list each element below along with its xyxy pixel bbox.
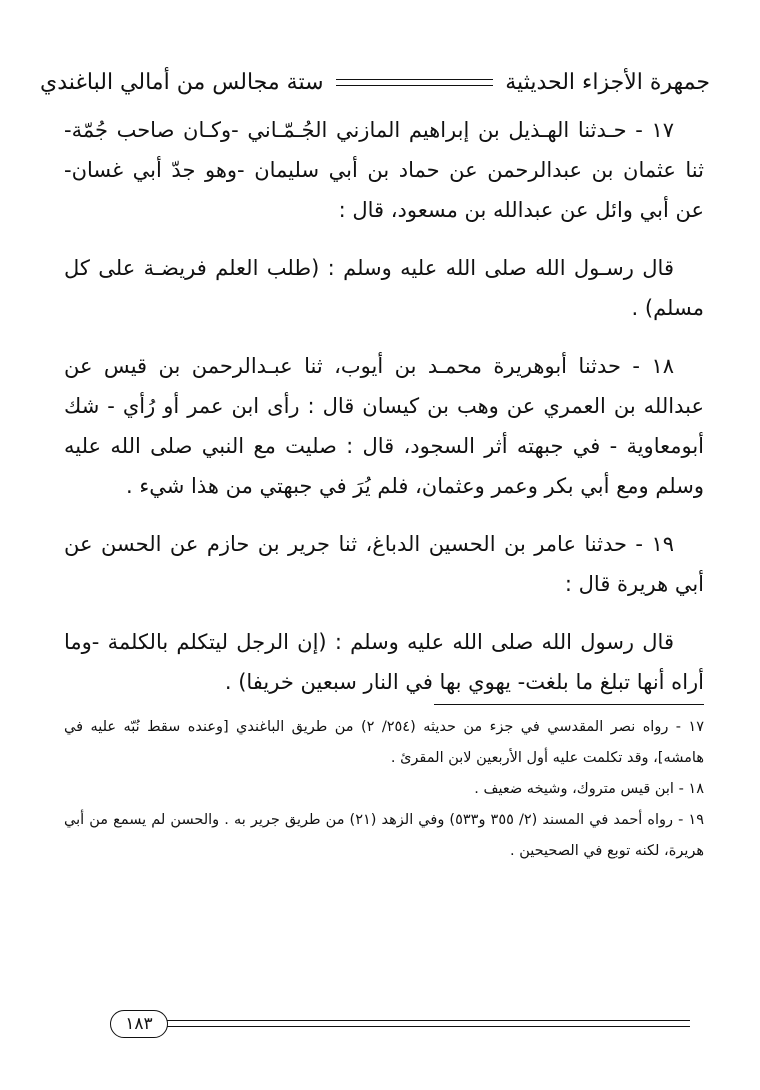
main-text	[64, 110, 704, 720]
page-number: ١٨٣	[110, 1010, 168, 1038]
footnote-18: ١٨ - ابن قيس متروك، وشيخه ضعيف .	[474, 781, 704, 797]
header-rule	[336, 79, 494, 86]
hadith-19-matn: قال رسول الله صلى الله عليه وسلم : (إن الرجل ليتكلم بالكلمة -وما أراه أنها تبلغ ما بلغت- يهوي بها في النار سبعين خريفا) .	[64, 630, 704, 694]
running-header	[40, 62, 710, 102]
hadith-18: ١٨ - حدثنا أبوهريرة محمـد بن أيوب، ثنا عبـدالرحمن بن قيس عن عبدالله بن العمري عن وهب بن كيسان قال : رأى ابن عمر أو رُأي - شك أبومعاوية - في جبهته أثر السجود، قال : صليت مع النبي صلى الله عليه وسلم ومع أبي بكر وعمر وعثمان، فلم يُرَ في جبهتي من هذا شيء .	[64, 354, 704, 498]
hadith-17-isnad: ١٧ - حـدثنا الهـذيل بن إبراهيم المازني الجُـمّـاني -وكـان صاحب جُمّة- ثنا عثمان بن عبدالرحمن عن حماد بن أبي سليمان -وهو جدّ أبي غسان- عن أبي وائل عن عبدالله بن مسعود، قال :	[64, 118, 704, 222]
footnote-17: ١٧ - رواه نصر المقدسي في جزء من حديثه (٢٥٤/ ٢) من طريق الباغندي [وعنده سقط نُبّه عليه في هامشه]، وقد تكلمت عليه أول الأربعين لابن المقرئ .	[64, 719, 704, 766]
footnote-19: ١٩ - رواه أحمد في المسند (٢/ ٣٥٥ و٥٣٣) وفي الزهد (٢١) من طريق جرير به . والحسن لم يسمع من أبي هريرة، لكنه توبع في الصحيحين .	[64, 812, 704, 859]
section-title: ستة مجالس من أمالي الباغندي	[40, 69, 324, 95]
book-title: جمهرة الأجزاء الحديثية	[505, 69, 710, 95]
footnotes	[64, 712, 704, 867]
hadith-17-matn: قال رسـول الله صلى الله عليه وسلم : (طلب العلم فريضـة على كل مسلم) .	[64, 256, 704, 320]
page-footer	[90, 1010, 690, 1040]
footnote-separator	[434, 704, 704, 705]
hadith-19-isnad: ١٩ - حدثنا عامر بن الحسين الدباغ، ثنا جرير بن حازم عن الحسن عن أبي هريرة قال :	[64, 532, 704, 596]
footer-rule	[160, 1020, 690, 1027]
